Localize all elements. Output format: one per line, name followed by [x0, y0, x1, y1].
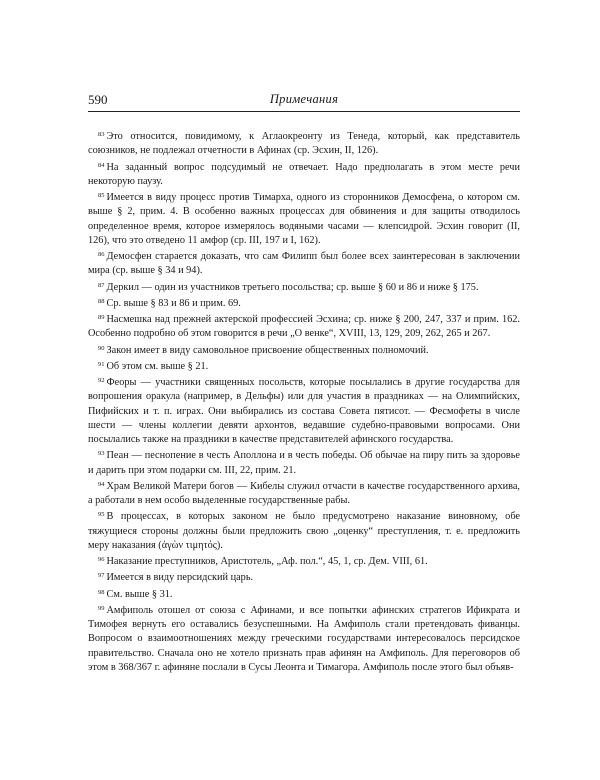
note-item [88, 279, 520, 295]
running-title: Примечания [269, 92, 339, 106]
note-item [88, 159, 520, 190]
note-text: Ср. выше § 83 и 86 и прим. 69. [106, 297, 241, 309]
note-text: Имеется в виду персидский царь. [106, 572, 254, 584]
note-text: Храм Великой Матери богов — Кибелы служил отчасти в качестве государственного архива, а работали в нем особо выделенные государственные рабы. [88, 480, 520, 506]
notes-list [88, 128, 520, 675]
note-number: 89 [98, 314, 105, 321]
note-number: 97 [98, 572, 105, 580]
note-item [88, 478, 520, 509]
note-text: В процессах, в которых законом не было предусмотрено наказание виновному, обе тяжущиеся стороны должны были предложить свою „оценку“ преступления, т. е. предложить меру наказания (ἀγὼν τιμητός). [88, 511, 520, 551]
note-item [88, 128, 520, 159]
note-number: 88 [98, 297, 105, 305]
page-header [88, 92, 520, 112]
note-item [88, 508, 520, 553]
book-page [88, 92, 520, 675]
note-item [88, 447, 520, 478]
note-number: 96 [98, 556, 105, 563]
note-text: Пеан — песнопение в честь Аполлона и в честь победы. Об обычае на пиру пить за здоровье и дарить при этом подарки см. III, 22, прим. 21. [88, 450, 520, 476]
note-text: Закон имеет в виду самовольное присвоение общественных полномочий. [106, 344, 429, 356]
note-number: 95 [98, 511, 105, 519]
note-number: 83 [98, 131, 105, 138]
note-number: 84 [98, 161, 105, 169]
note-text: На заданный вопрос подсудимый не отвечает. Надо предполагать в этом месте речи некоторую паузу. [88, 161, 520, 187]
note-item [88, 358, 520, 374]
note-item [88, 248, 520, 279]
note-number: 86 [98, 251, 105, 258]
note-item [88, 586, 520, 602]
note-number: 99 [98, 604, 105, 612]
note-text: Феоры — участники священных посольств, которые посылались в другие государства для вопрошения оракула (например, в Дельфы) или для участия в праздниках — на Олимпийских, Пифийских и т. п. играх. Они выбирались из состава Совета пятисот. — Фесмофеты в числе шести — члены коллегии девяти архонтов, ведавшие судебно-правовыми вопросами. Они посылались также на праздники в качестве представителей афинского государства. [88, 377, 520, 445]
note-item [88, 569, 520, 585]
note-item [88, 342, 520, 358]
note-text: Деркил — один из участников третьего посольства; ср. выше § 60 и 86 и ниже § 175. [106, 281, 479, 293]
note-number: 85 [98, 192, 105, 199]
note-number: 93 [98, 450, 105, 458]
note-number: 91 [98, 360, 105, 368]
note-item [88, 311, 520, 342]
note-number: 90 [98, 344, 105, 352]
note-number: 87 [98, 281, 105, 289]
note-text: Имеется в виду процесс против Тимарха, одного из сторонников Демосфена, о котором см. выше § 2, прим. 4. В особенно важных процессах для обвинения и для защиты отводилось определенное время, которое измерялось водяными часами — клепсидрой. Эсхин говорит (II, 126), что это отведено 11 амфор (ср. III, 197 и I, 162). [88, 192, 520, 246]
note-text: См. выше § 31. [106, 588, 173, 600]
note-item [88, 553, 520, 569]
page-number: 590 [88, 92, 108, 107]
note-item [88, 602, 520, 675]
note-item [88, 374, 520, 447]
note-text: Наказание преступников, Аристотель, „Аф. пол.“, 45, 1, ср. Дем. VIII, 61. [106, 556, 428, 567]
note-number: 94 [98, 480, 105, 488]
note-text: Демосфен старается доказать, что сам Филипп был более всех заинтересован в заключении мира (ср. выше § 34 и 94). [88, 251, 520, 277]
note-text: Об этом см. выше § 21. [106, 360, 209, 372]
note-text: Амфиполь отошел от союза с Афинами, и все попытки афинских стратегов Ификрата и Тимофея вернуть его оставались безуспешными. На Амфиполь стали претендовать фиванцы. Вопросом о взаимоотношениях между греческими государствами интересовалось персидское правительство. Сначала оно не хотело признать прав афинян на Амфиполь. Для переговоров об этом в 368/367 г. афиняне послали в Сусы Леонта и Тимагора. Амфиполь после этого был объяв- [88, 604, 520, 673]
note-text: Насмешка над прежней актерской профессией Эсхина; ср. ниже § 200, 247, 337 и прим. 162. Особенно подробно об этом говорится в речи „О венке“, XVIII, 13, 129, 209, 262, 265 и 267. [88, 314, 520, 340]
note-text: Это относится, повидимому, к Аглаокреонту из Тенеда, который, как представитель союзников, не подлежал отчетности в Афинах (ср. Эсхин, II, 126). [88, 131, 520, 157]
note-item [88, 295, 520, 311]
note-number: 98 [98, 588, 105, 596]
note-number: 92 [98, 377, 105, 384]
note-item [88, 189, 520, 248]
